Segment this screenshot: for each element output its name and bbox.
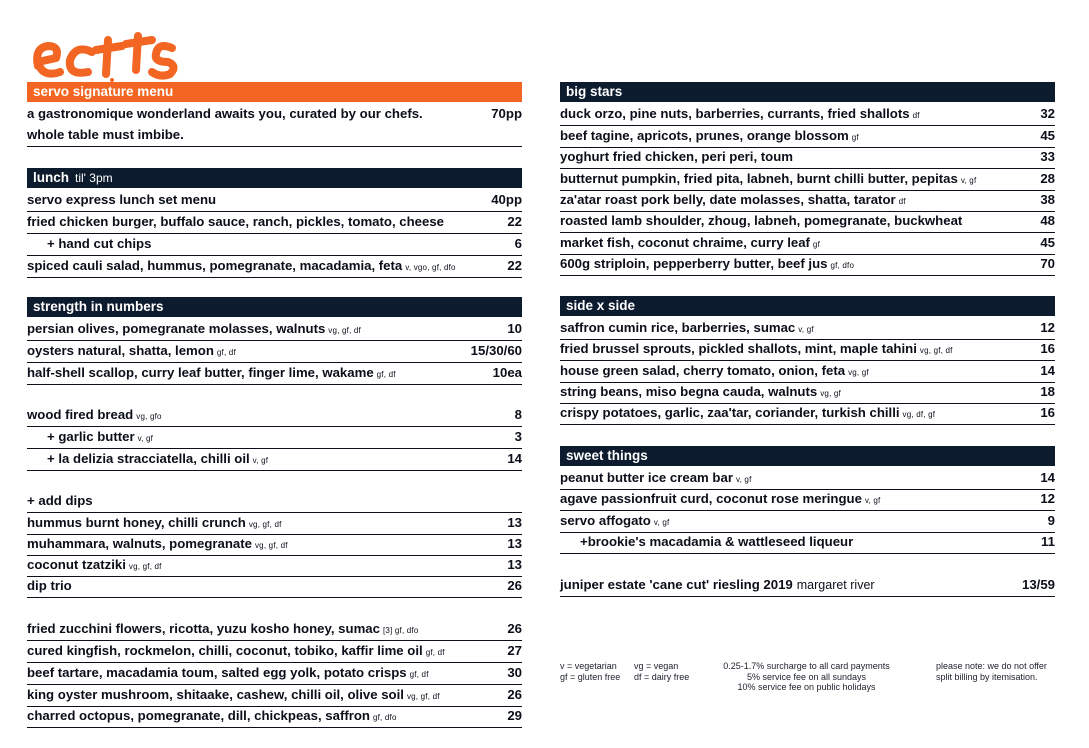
menu-item-addon: + la delizia stracciatella, chilli oil v, gf 14 bbox=[27, 448, 522, 471]
menu-item: king oyster mushroom, shitaake, cashew, chilli oil, olive soil vg, gf, df 26 bbox=[27, 684, 522, 707]
menu-item: dip trio 26 bbox=[27, 575, 522, 598]
menu-item: hummus burnt honey, chilli crunch vg, gf, df 13 bbox=[27, 512, 522, 535]
menu-item: fried chicken burger, buffalo sauce, ranch, pickles, tomato, cheese 22 bbox=[27, 211, 522, 234]
dietary-legend-2: vg = vegan df = dairy free bbox=[634, 661, 690, 682]
menu-item: 600g striploin, pepperberry butter, beef jus gf, dfo 70 bbox=[560, 253, 1055, 276]
fees-note: 0.25-1.7% surcharge to all card payments 5% service fee on all sundays 10% service fee on public holidays bbox=[723, 661, 890, 692]
menu-item: za'atar roast pork belly, date molasses, shatta, tarator df 38 bbox=[560, 189, 1055, 212]
lunch-header: lunch til' 3pm bbox=[27, 168, 522, 188]
menu-item: half-shell scallop, curry leaf butter, finger lime, wakame gf, df 10ea bbox=[27, 362, 522, 385]
menu-item: crispy potatoes, garlic, zaa'tar, coriander, turkish chilli vg, df, gf 16 bbox=[560, 402, 1055, 425]
dietary-legend: v = vegetarian gf = gluten free bbox=[560, 661, 621, 682]
strength-in-numbers-header: strength in numbers bbox=[27, 297, 522, 317]
side-x-side-header: side x side bbox=[560, 296, 1055, 316]
menu-item: charred octopus, pomegranate, dill, chickpeas, saffron gf, dfo 29 bbox=[27, 705, 522, 728]
menu-item: roasted lamb shoulder, zhoug, labneh, pomegranate, buckwheat 48 bbox=[560, 210, 1055, 233]
menu-item: persian olives, pomegranate molasses, walnuts vg, gf, df 10 bbox=[27, 318, 522, 341]
menu-item: peanut butter ice cream bar v, gf 14 bbox=[560, 467, 1055, 490]
menu-item: fried brussel sprouts, pickled shallots, mint, maple tahini vg, gf, df 16 bbox=[560, 338, 1055, 361]
menu-item: cured kingfish, rockmelon, chilli, coconut, tobiko, kaffir lime oil gf, df 27 bbox=[27, 640, 522, 663]
signature-menu-line: a gastronomique wonderland awaits you, curated by our chefs. 70pp bbox=[27, 106, 522, 121]
menu-item: saffron cumin rice, barberries, sumac v, gf 12 bbox=[560, 317, 1055, 340]
sweet-things-header: sweet things bbox=[560, 446, 1055, 466]
menu-item: coconut tzatziki vg, gf, df 13 bbox=[27, 554, 522, 577]
menu-item: butternut pumpkin, fried pita, labneh, burnt chilli butter, pepitas v, gf 28 bbox=[560, 168, 1055, 191]
signature-menu-note: whole table must imbibe. bbox=[27, 124, 522, 147]
menu-item: beef tartare, macadamia toum, salted egg yolk, potato crisps gf, df 30 bbox=[27, 662, 522, 685]
menu-item: servo express lunch set menu 40pp bbox=[27, 189, 522, 212]
menu-item: duck orzo, pine nuts, barberries, currants, fried shallots df 32 bbox=[560, 103, 1055, 126]
menu-item: servo affogato v, gf 9 bbox=[560, 510, 1055, 533]
menu-item: fried zucchini flowers, ricotta, yuzu kosho honey, sumac [3] gf, dfo 26 bbox=[27, 618, 522, 641]
menu-item: wood fired bread vg, gfo 8 bbox=[27, 404, 522, 427]
menu-item-addon: +brookie's macadamia & wattleseed liqueur 11 bbox=[560, 531, 1055, 554]
menu-item: house green salad, cherry tomato, onion, feta vg, gf 14 bbox=[560, 360, 1055, 383]
menu-item: muhammara, walnuts, pomegranate vg, gf, df 13 bbox=[27, 533, 522, 556]
menu-item-addon: + hand cut chips 6 bbox=[27, 233, 522, 256]
menu-item: spiced cauli salad, hummus, pomegranate, macadamia, feta v, vgo, gf, dfo 22 bbox=[27, 255, 522, 278]
menu-item: yoghurt fried chicken, peri peri, toum 33 bbox=[560, 146, 1055, 169]
menu-item: agave passionfruit curd, coconut rose meringue v, gf 12 bbox=[560, 488, 1055, 511]
menu-item: oysters natural, shatta, lemon gf, df 15/30/60 bbox=[27, 340, 522, 363]
menu-item: beef tagine, apricots, prunes, orange blossom gf 45 bbox=[560, 125, 1055, 148]
menu-item: market fish, coconut chraime, curry leaf gf 45 bbox=[560, 232, 1055, 255]
eats-logo bbox=[30, 18, 180, 88]
big-stars-header: big stars bbox=[560, 82, 1055, 102]
wine-item: juniper estate 'cane cut' riesling 2019 margaret river 13/59 bbox=[560, 574, 1055, 597]
add-dips-heading: + add dips bbox=[27, 490, 522, 513]
menu-item-addon: + garlic butter v, gf 3 bbox=[27, 426, 522, 449]
signature-menu-header: servo signature menu bbox=[27, 82, 522, 102]
billing-note: please note: we do not offer split billing by itemisation. bbox=[936, 661, 1047, 682]
menu-item: string beans, miso begna cauda, walnuts vg, gf 18 bbox=[560, 381, 1055, 404]
